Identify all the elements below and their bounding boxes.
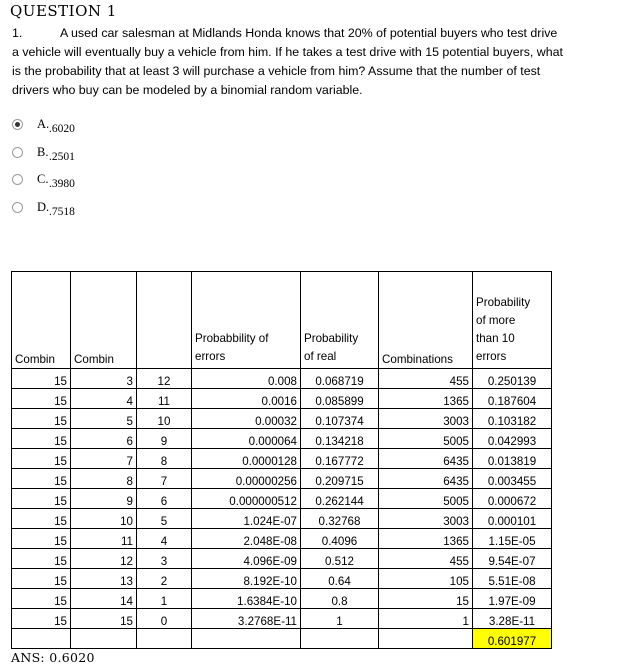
cell-n: 15 — [12, 369, 71, 389]
option-letter: D. — [37, 199, 50, 214]
cell-prob-more: 9.54E-07 — [473, 549, 552, 569]
question-line-1: 1. A used car salesman at Midlands Honda knows that 20% of potential buyers who test drive — [12, 24, 634, 43]
cell-prob-more: 0.042993 — [473, 429, 552, 449]
cell-prob-real: 0.134218 — [301, 429, 379, 449]
cell-prob-more: 0.000672 — [473, 489, 552, 509]
cell-n: 15 — [12, 609, 71, 629]
empty-cell — [137, 629, 192, 649]
table-row — [12, 409, 552, 429]
cell-n-minus-k: 8 — [137, 449, 192, 469]
cell-combinations: 3003 — [379, 409, 473, 429]
cell-k: 4 — [71, 389, 137, 409]
empty-cell — [301, 629, 379, 649]
question-line-4: drivers who buy can be modeled by a binomial random variable. — [12, 83, 363, 97]
table-row — [12, 589, 552, 609]
cell-prob-errors: 0.00000256 — [192, 469, 301, 489]
cell-n: 15 — [12, 469, 71, 489]
header-prob-errors: Probabbility of errors — [192, 272, 301, 369]
cell-n-minus-k: 4 — [137, 529, 192, 549]
cell-k: 15 — [71, 609, 137, 629]
cell-n: 15 — [12, 529, 71, 549]
cell-prob-more: 0.003455 — [473, 469, 552, 489]
cell-prob-real: 0.512 — [301, 549, 379, 569]
radio-button[interactable] — [12, 202, 23, 213]
empty-cell — [71, 629, 137, 649]
cell-prob-more: 0.013819 — [473, 449, 552, 469]
table-row — [12, 489, 552, 509]
cell-prob-real: 0.167772 — [301, 449, 379, 469]
cell-prob-real: 0.085899 — [301, 389, 379, 409]
option-value: .2501 — [49, 150, 75, 163]
cell-prob-real: 0.068719 — [301, 369, 379, 389]
empty-cell — [12, 629, 71, 649]
cell-prob-errors: 8.192E-10 — [192, 569, 301, 589]
cell-n: 15 — [12, 549, 71, 569]
empty-cell — [192, 629, 301, 649]
cell-n-minus-k: 6 — [137, 489, 192, 509]
table-row — [12, 389, 552, 409]
empty-cell — [379, 629, 473, 649]
cell-n-minus-k: 12 — [137, 369, 192, 389]
cell-prob-errors: 1.6384E-10 — [192, 589, 301, 609]
question-text — [12, 24, 634, 100]
table-row — [12, 529, 552, 549]
cell-prob-more: 1.15E-05 — [473, 529, 552, 549]
cell-prob-more: 5.51E-08 — [473, 569, 552, 589]
header-row — [12, 272, 552, 369]
cell-prob-errors: 0.00032 — [192, 409, 301, 429]
cell-combinations: 5005 — [379, 489, 473, 509]
answer-key: ANS: 0.6020 — [11, 650, 95, 665]
cell-combinations: 1 — [379, 609, 473, 629]
cell-prob-more: 0.000101 — [473, 509, 552, 529]
cell-n: 15 — [12, 489, 71, 509]
header-prob-more: Probability of more than 10 errors — [473, 272, 552, 369]
table-row — [12, 369, 552, 389]
cell-prob-more: 1.97E-09 — [473, 589, 552, 609]
cell-prob-real: 0.209715 — [301, 469, 379, 489]
cell-combinations: 6435 — [379, 449, 473, 469]
cell-k: 13 — [71, 569, 137, 589]
total-row — [12, 629, 552, 649]
cell-n-minus-k: 1 — [137, 589, 192, 609]
cell-n: 15 — [12, 429, 71, 449]
total-probability-cell: 0.601977 — [473, 629, 552, 649]
cell-prob-real: 0.107374 — [301, 409, 379, 429]
binomial-calculation-table — [11, 271, 552, 649]
cell-combinations: 455 — [379, 369, 473, 389]
radio-button-selected[interactable] — [12, 119, 23, 130]
cell-prob-real: 0.4096 — [301, 529, 379, 549]
cell-combinations: 5005 — [379, 429, 473, 449]
cell-prob-errors: 4.096E-09 — [192, 549, 301, 569]
cell-prob-more: 0.250139 — [473, 369, 552, 389]
cell-n: 15 — [12, 449, 71, 469]
cell-n-minus-k: 7 — [137, 469, 192, 489]
table-row — [12, 609, 552, 629]
table-row — [12, 429, 552, 449]
question-line-2: a vehicle will eventually buy a vehicle from him. If he takes a test drive with 15 potential buyers, what — [12, 45, 563, 59]
radio-button[interactable] — [12, 147, 23, 158]
cell-k: 11 — [71, 529, 137, 549]
question-number: 1. — [12, 26, 23, 40]
cell-prob-real: 0.8 — [301, 589, 379, 609]
cell-prob-more: 3.28E-11 — [473, 609, 552, 629]
cell-n-minus-k: 5 — [137, 509, 192, 529]
header-prob-real: Probability of real — [301, 272, 379, 369]
header-combinations: Combinations — [379, 272, 473, 369]
cell-prob-errors: 0.000064 — [192, 429, 301, 449]
cell-prob-more: 0.103182 — [473, 409, 552, 429]
cell-n: 15 — [12, 589, 71, 609]
option-value: .7518 — [49, 205, 75, 218]
option-letter: C. — [37, 172, 49, 186]
cell-combinations: 1365 — [379, 529, 473, 549]
cell-n-minus-k: 9 — [137, 429, 192, 449]
table-row — [12, 469, 552, 489]
cell-prob-errors: 1.024E-07 — [192, 509, 301, 529]
cell-k: 12 — [71, 549, 137, 569]
cell-n: 15 — [12, 389, 71, 409]
header-combin-k: Combin — [71, 272, 137, 369]
cell-n-minus-k: 2 — [137, 569, 192, 589]
table-row — [12, 569, 552, 589]
cell-combinations: 15 — [379, 589, 473, 609]
cell-prob-errors: 3.2768E-11 — [192, 609, 301, 629]
cell-prob-errors: 0.0000128 — [192, 449, 301, 469]
cell-prob-errors: 0.000000512 — [192, 489, 301, 509]
cell-k: 9 — [71, 489, 137, 509]
cell-combinations: 6435 — [379, 469, 473, 489]
cell-prob-real: 0.32768 — [301, 509, 379, 529]
cell-n-minus-k: 0 — [137, 609, 192, 629]
header-combin-n: Combin — [12, 272, 71, 369]
cell-prob-real: 0.262144 — [301, 489, 379, 509]
option-value: .6020 — [49, 123, 75, 135]
question-line-3: is the probability that at least 3 will purchase a vehicle from him? Assume that the number of test — [12, 64, 541, 78]
cell-prob-errors: 0.008 — [192, 369, 301, 389]
question-title: QUESTION 1 — [10, 2, 117, 20]
cell-n-minus-k: 3 — [137, 549, 192, 569]
cell-combinations: 1365 — [379, 389, 473, 409]
cell-n: 15 — [12, 409, 71, 429]
cell-n: 15 — [12, 569, 71, 589]
cell-k: 8 — [71, 469, 137, 489]
cell-k: 3 — [71, 369, 137, 389]
header-empty — [137, 272, 192, 369]
cell-n-minus-k: 11 — [137, 389, 192, 409]
option-letter: B. — [37, 144, 49, 159]
table-row — [12, 449, 552, 469]
cell-prob-more: 0.187604 — [473, 389, 552, 409]
cell-prob-real: 0.64 — [301, 569, 379, 589]
option-letter: A. — [37, 117, 50, 131]
radio-button[interactable] — [12, 174, 23, 185]
cell-k: 10 — [71, 509, 137, 529]
cell-k: 5 — [71, 409, 137, 429]
table-row — [12, 509, 552, 529]
cell-n: 15 — [12, 509, 71, 529]
table-row — [12, 549, 552, 569]
cell-combinations: 105 — [379, 569, 473, 589]
cell-n-minus-k: 10 — [137, 409, 192, 429]
option-value: .3980 — [49, 178, 75, 190]
cell-prob-errors: 0.0016 — [192, 389, 301, 409]
cell-k: 14 — [71, 589, 137, 609]
cell-k: 7 — [71, 449, 137, 469]
cell-combinations: 3003 — [379, 509, 473, 529]
cell-prob-real: 1 — [301, 609, 379, 629]
cell-combinations: 455 — [379, 549, 473, 569]
cell-k: 6 — [71, 429, 137, 449]
cell-prob-errors: 2.048E-08 — [192, 529, 301, 549]
